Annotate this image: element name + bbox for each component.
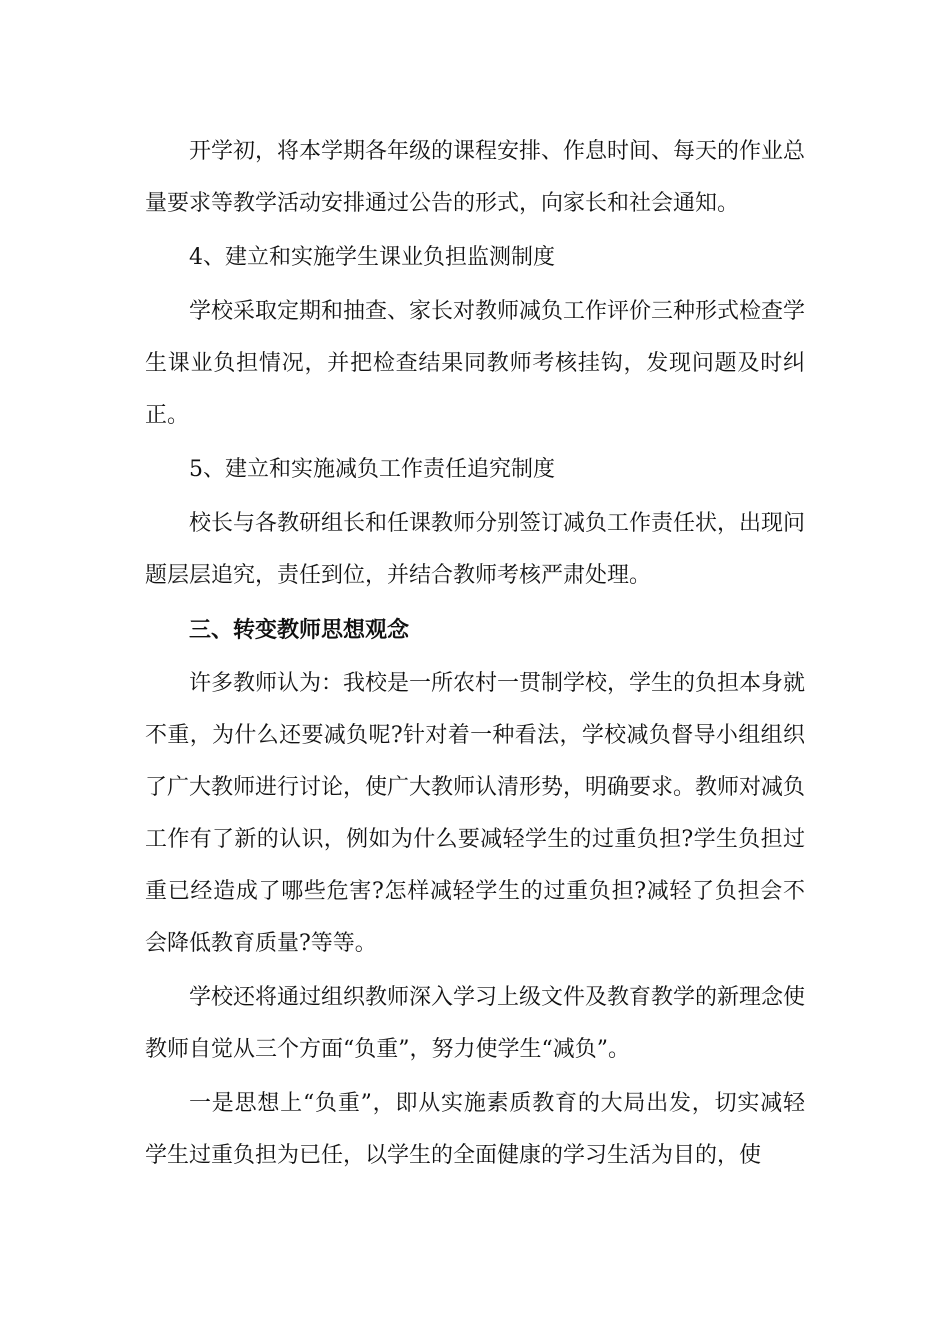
paragraph-responsibility: 校长与各教研组长和任课教师分别签订减负工作责任状，出现问题层层追究，责任到位，并结合教师考核严肃处理。 — [145, 511, 806, 588]
document-body — [145, 126, 805, 1182]
section-heading-5: 5、建立和实施减负工作责任追究制度 — [189, 457, 555, 482]
section-heading-three: 三、转变教师思想观念 — [189, 617, 410, 643]
section-heading-4: 4、建立和实施学生课业负担监测制度 — [189, 245, 555, 270]
paragraph-first-burden: 一是思想上“负重”，即从实施素质教育的大局出发，切实减轻学生过重负担为已任，以学生的全面健康的学习生活为目的，使 — [145, 1091, 805, 1168]
paragraph-monitoring: 学校采取定期和抽查、家长对教师减负工作评价三种形式检查学生课业负担情况，并把检查结果同教师考核挂钩，发现问题及时纠正。 — [145, 299, 806, 428]
paragraph-teacher-views: 许多教师认为：我校是一所农村一贯制学校，学生的负担本身就不重，为什么还要减负呢?针对着一种看法，学校减负督导小组组织了广大教师进行讨论，使广大教师认清形势，明确要求。教师对减负工作有了新的认识，例如为什么要减轻学生的过重负担?学生负担过重已经造成了哪些危害?怎样减轻学生的过重负担?减轻了负担会不会降低教育质量?等等。 — [145, 671, 806, 956]
paragraph-schedule-notice: 开学初，将本学期各年级的课程安排、作息时间、每天的作业总量要求等教学活动安排通过公告的形式，向家长和社会通知。 — [145, 139, 806, 216]
paragraph-study-documents: 学校还将通过组织教师深入学习上级文件及教育教学的新理念使教师自觉从三个方面“负重”，努力使学生“减负”。 — [145, 985, 806, 1062]
